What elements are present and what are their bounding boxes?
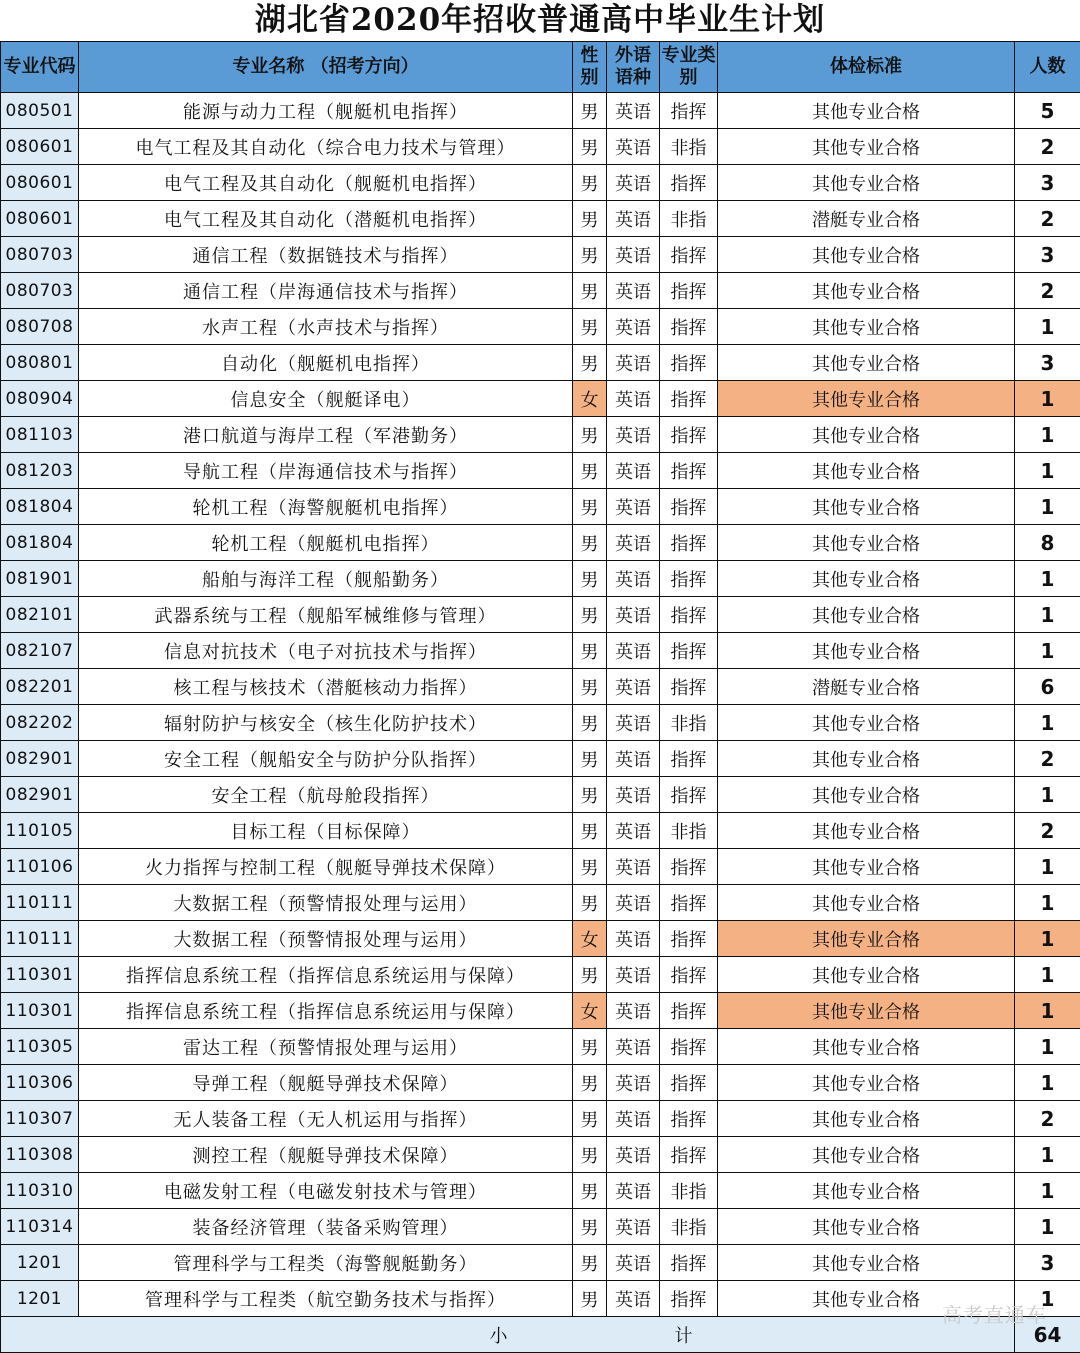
cell-count: 1 [1015,489,1080,525]
cell-standard: 其他专业合格 [718,1065,1015,1101]
cell-gender: 男 [573,1281,607,1317]
cell-code: 110314 [1,1209,79,1245]
cell-language: 英语 [607,93,660,129]
table-row [1,561,1080,597]
cell-code: 080801 [1,345,79,381]
cell-standard: 其他专业合格 [718,525,1015,561]
cell-count: 1 [1015,777,1080,813]
table-row [1,885,1080,921]
cell-name: 安全工程（航母舱段指挥） [79,777,573,813]
cell-gender: 女 [573,993,607,1029]
cell-count: 1 [1015,309,1080,345]
cell-category: 指挥 [660,273,718,309]
cell-name: 测控工程（舰艇导弹技术保障） [79,1137,573,1173]
cell-name: 电气工程及其自动化（舰艇机电指挥） [79,165,573,201]
cell-standard: 其他专业合格 [718,849,1015,885]
cell-category: 非指 [660,813,718,849]
cell-standard: 其他专业合格 [718,957,1015,993]
cell-gender: 男 [573,93,607,129]
cell-code: 110310 [1,1173,79,1209]
cell-standard: 其他专业合格 [718,381,1015,417]
cell-count: 1 [1015,1173,1080,1209]
cell-count: 2 [1015,1101,1080,1137]
cell-standard: 其他专业合格 [718,453,1015,489]
enrollment-plan-table [0,41,1080,1353]
cell-name: 能源与动力工程（舰艇机电指挥） [79,93,573,129]
watermark: 高考直通车 [942,1299,1047,1328]
table-row [1,705,1080,741]
cell-category: 指挥 [660,93,718,129]
cell-standard: 其他专业合格 [718,777,1015,813]
cell-name: 自动化（舰艇机电指挥） [79,345,573,381]
cell-category: 非指 [660,201,718,237]
cell-gender: 男 [573,957,607,993]
cell-language: 英语 [607,381,660,417]
cell-category: 指挥 [660,921,718,957]
cell-name: 辐射防护与核安全（核生化防护技术） [79,705,573,741]
header-code: 专业代码 [1,42,79,93]
cell-standard: 其他专业合格 [718,489,1015,525]
cell-name: 雷达工程（预警情报处理与运用） [79,1029,573,1065]
cell-standard: 其他专业合格 [718,1101,1015,1137]
cell-language: 英语 [607,705,660,741]
cell-code: 110111 [1,921,79,957]
cell-standard: 其他专业合格 [718,741,1015,777]
cell-gender: 男 [573,1029,607,1065]
header-name: 专业名称 （招考方向） [79,42,573,93]
table-row [1,1173,1080,1209]
cell-standard: 其他专业合格 [718,993,1015,1029]
cell-code: 082201 [1,669,79,705]
cell-language: 英语 [607,1245,660,1281]
cell-count: 3 [1015,237,1080,273]
cell-language: 英语 [607,237,660,273]
table-row [1,1245,1080,1281]
table-row [1,273,1080,309]
cell-language: 英语 [607,1101,660,1137]
cell-category: 非指 [660,1209,718,1245]
cell-gender: 男 [573,345,607,381]
cell-standard: 其他专业合格 [718,129,1015,165]
cell-category: 非指 [660,705,718,741]
cell-count: 3 [1015,165,1080,201]
header-category: 专业类别 [660,42,718,93]
table-row [1,1101,1080,1137]
cell-standard: 其他专业合格 [718,237,1015,273]
table-row [1,93,1080,129]
cell-count: 3 [1015,1245,1080,1281]
table-row [1,741,1080,777]
page-title: 湖北省2020年招收普通高中毕业生计划 [0,0,1080,41]
table-row [1,957,1080,993]
cell-category: 指挥 [660,669,718,705]
cell-gender: 男 [573,561,607,597]
cell-name: 大数据工程（预警情报处理与运用） [79,921,573,957]
cell-name: 电磁发射工程（电磁发射技术与管理） [79,1173,573,1209]
cell-count: 1 [1015,381,1080,417]
cell-standard: 其他专业合格 [718,1173,1015,1209]
cell-category: 指挥 [660,1101,718,1137]
cell-gender: 男 [573,1065,607,1101]
cell-standard: 其他专业合格 [718,1245,1015,1281]
cell-gender: 男 [573,237,607,273]
cell-category: 指挥 [660,1281,718,1317]
cell-gender: 男 [573,1209,607,1245]
cell-code: 110308 [1,1137,79,1173]
cell-language: 英语 [607,957,660,993]
cell-language: 英语 [607,129,660,165]
cell-category: 指挥 [660,1029,718,1065]
table-row [1,1029,1080,1065]
cell-gender: 男 [573,417,607,453]
cell-language: 英语 [607,453,660,489]
cell-language: 英语 [607,1281,660,1317]
table-row [1,597,1080,633]
cell-category: 指挥 [660,381,718,417]
cell-standard: 其他专业合格 [718,273,1015,309]
table-row [1,921,1080,957]
cell-count: 1 [1015,1137,1080,1173]
cell-standard: 其他专业合格 [718,1209,1015,1245]
cell-category: 指挥 [660,309,718,345]
cell-code: 081804 [1,489,79,525]
cell-category: 指挥 [660,993,718,1029]
table-row [1,993,1080,1029]
cell-gender: 男 [573,453,607,489]
cell-count: 6 [1015,669,1080,705]
cell-name: 无人装备工程（无人机运用与指挥） [79,1101,573,1137]
cell-gender: 女 [573,921,607,957]
cell-count: 1 [1015,885,1080,921]
cell-name: 轮机工程（海警舰艇机电指挥） [79,489,573,525]
cell-code: 080601 [1,165,79,201]
table-row [1,201,1080,237]
cell-count: 2 [1015,201,1080,237]
cell-category: 指挥 [660,1245,718,1281]
cell-language: 英语 [607,633,660,669]
cell-category: 指挥 [660,849,718,885]
cell-category: 指挥 [660,417,718,453]
cell-standard: 其他专业合格 [718,885,1015,921]
cell-standard: 其他专业合格 [718,165,1015,201]
cell-name: 指挥信息系统工程（指挥信息系统运用与保障） [79,957,573,993]
cell-category: 指挥 [660,777,718,813]
cell-language: 英语 [607,345,660,381]
cell-category: 指挥 [660,1065,718,1101]
cell-code: 110306 [1,1065,79,1101]
header-language: 外语语种 [607,42,660,93]
cell-gender: 男 [573,201,607,237]
cell-gender: 男 [573,1173,607,1209]
cell-count: 2 [1015,273,1080,309]
cell-category: 指挥 [660,633,718,669]
subtotal-row [1,1317,1080,1353]
subtotal-label [1,1317,1015,1353]
cell-count: 2 [1015,813,1080,849]
table-row [1,1281,1080,1317]
cell-language: 英语 [607,1209,660,1245]
table-row [1,489,1080,525]
cell-code: 082107 [1,633,79,669]
table-row [1,417,1080,453]
cell-code: 080501 [1,93,79,129]
cell-language: 英语 [607,1137,660,1173]
cell-gender: 男 [573,777,607,813]
cell-gender: 男 [573,813,607,849]
cell-standard: 其他专业合格 [718,1281,1015,1317]
cell-code: 081901 [1,561,79,597]
cell-standard: 潜艇专业合格 [718,669,1015,705]
cell-code: 110301 [1,957,79,993]
cell-language: 英语 [607,885,660,921]
cell-category: 指挥 [660,957,718,993]
cell-category: 非指 [660,129,718,165]
cell-gender: 女 [573,381,607,417]
cell-gender: 男 [573,705,607,741]
cell-gender: 男 [573,633,607,669]
cell-language: 英语 [607,273,660,309]
table-row [1,849,1080,885]
cell-gender: 男 [573,525,607,561]
cell-gender: 男 [573,165,607,201]
cell-category: 指挥 [660,525,718,561]
table-row [1,129,1080,165]
cell-category: 指挥 [660,885,718,921]
table-header-row [1,42,1080,93]
cell-language: 英语 [607,921,660,957]
table-row [1,1065,1080,1101]
subtotal-label-a: 小 [323,1322,675,1348]
header-gender: 性别 [573,42,607,93]
cell-standard: 其他专业合格 [718,1029,1015,1065]
cell-name: 通信工程（岸海通信技术与指挥） [79,273,573,309]
cell-standard: 其他专业合格 [718,813,1015,849]
table-row [1,453,1080,489]
cell-name: 通信工程（数据链技术与指挥） [79,237,573,273]
cell-count: 1 [1015,705,1080,741]
cell-standard: 其他专业合格 [718,1137,1015,1173]
cell-name: 轮机工程（舰艇机电指挥） [79,525,573,561]
cell-name: 指挥信息系统工程（指挥信息系统运用与保障） [79,993,573,1029]
cell-category: 指挥 [660,489,718,525]
cell-gender: 男 [573,273,607,309]
cell-code: 1201 [1,1281,79,1317]
cell-code: 110307 [1,1101,79,1137]
cell-category: 非指 [660,1173,718,1209]
cell-gender: 男 [573,309,607,345]
cell-gender: 男 [573,489,607,525]
cell-name: 管理科学与工程类（海警舰艇勤务） [79,1245,573,1281]
cell-name: 管理科学与工程类（航空勤务技术与指挥） [79,1281,573,1317]
cell-standard: 其他专业合格 [718,921,1015,957]
table-row [1,345,1080,381]
cell-code: 1201 [1,1245,79,1281]
subtotal-total: 64 [1015,1317,1080,1353]
cell-name: 导航工程（岸海通信技术与指挥） [79,453,573,489]
cell-count: 1 [1015,957,1080,993]
cell-language: 英语 [607,849,660,885]
cell-code: 080601 [1,201,79,237]
cell-name: 火力指挥与控制工程（舰艇导弹技术保障） [79,849,573,885]
cell-gender: 男 [573,849,607,885]
cell-category: 指挥 [660,453,718,489]
cell-count: 1 [1015,1209,1080,1245]
cell-count: 8 [1015,525,1080,561]
cell-name: 武器系统与工程（舰船军械维修与管理） [79,597,573,633]
cell-language: 英语 [607,1173,660,1209]
cell-count: 1 [1015,561,1080,597]
cell-language: 英语 [607,741,660,777]
cell-name: 电气工程及其自动化（综合电力技术与管理） [79,129,573,165]
cell-standard: 其他专业合格 [718,93,1015,129]
cell-count: 1 [1015,1065,1080,1101]
cell-code: 081203 [1,453,79,489]
cell-language: 英语 [607,1065,660,1101]
cell-category: 指挥 [660,237,718,273]
cell-name: 核工程与核技术（潜艇核动力指挥） [79,669,573,705]
cell-count: 3 [1015,345,1080,381]
cell-code: 082901 [1,777,79,813]
cell-language: 英语 [607,561,660,597]
table-row [1,777,1080,813]
cell-name: 装备经济管理（装备采购管理） [79,1209,573,1245]
cell-name: 港口航道与海岸工程（军港勤务） [79,417,573,453]
cell-code: 110305 [1,1029,79,1065]
cell-count: 1 [1015,453,1080,489]
cell-gender: 男 [573,1101,607,1137]
cell-language: 英语 [607,1029,660,1065]
cell-count: 1 [1015,1029,1080,1065]
cell-category: 指挥 [660,1137,718,1173]
cell-code: 080703 [1,273,79,309]
cell-name: 信息对抗技术（电子对抗技术与指挥） [79,633,573,669]
cell-language: 英语 [607,489,660,525]
table-row [1,1137,1080,1173]
cell-count: 1 [1015,597,1080,633]
cell-count: 2 [1015,741,1080,777]
cell-standard: 其他专业合格 [718,309,1015,345]
cell-language: 英语 [607,201,660,237]
cell-gender: 男 [573,885,607,921]
cell-count: 1 [1015,633,1080,669]
table-row [1,813,1080,849]
cell-code: 081804 [1,525,79,561]
cell-code: 110301 [1,993,79,1029]
table-row [1,237,1080,273]
cell-category: 指挥 [660,561,718,597]
subtotal-label-b: 计 [675,1322,693,1348]
cell-standard: 其他专业合格 [718,705,1015,741]
cell-code: 082101 [1,597,79,633]
cell-language: 英语 [607,777,660,813]
cell-gender: 男 [573,669,607,705]
header-standard: 体检标准 [718,42,1015,93]
cell-standard: 其他专业合格 [718,345,1015,381]
table-row [1,381,1080,417]
cell-name: 导弹工程（舰艇导弹技术保障） [79,1065,573,1101]
cell-name: 水声工程（水声技术与指挥） [79,309,573,345]
cell-count: 1 [1015,849,1080,885]
cell-name: 安全工程（舰船安全与防护分队指挥） [79,741,573,777]
table-row [1,669,1080,705]
cell-name: 大数据工程（预警情报处理与运用） [79,885,573,921]
cell-standard: 潜艇专业合格 [718,201,1015,237]
cell-language: 英语 [607,669,660,705]
cell-code: 082901 [1,741,79,777]
cell-count: 1 [1015,1281,1080,1317]
cell-standard: 其他专业合格 [718,417,1015,453]
cell-count: 5 [1015,93,1080,129]
cell-gender: 男 [573,597,607,633]
cell-code: 080904 [1,381,79,417]
cell-count: 2 [1015,129,1080,165]
cell-gender: 男 [573,741,607,777]
cell-code: 080601 [1,129,79,165]
cell-language: 英语 [607,525,660,561]
table-row [1,525,1080,561]
cell-code: 110105 [1,813,79,849]
cell-code: 110111 [1,885,79,921]
cell-category: 指挥 [660,165,718,201]
cell-language: 英语 [607,165,660,201]
cell-standard: 其他专业合格 [718,633,1015,669]
cell-gender: 男 [573,1137,607,1173]
cell-name: 目标工程（目标保障） [79,813,573,849]
table-row [1,309,1080,345]
cell-code: 110106 [1,849,79,885]
cell-code: 080703 [1,237,79,273]
cell-count: 1 [1015,921,1080,957]
cell-name: 电气工程及其自动化（潜艇机电指挥） [79,201,573,237]
header-count: 人数 [1015,42,1080,93]
cell-gender: 男 [573,1245,607,1281]
table-row [1,1209,1080,1245]
cell-gender: 男 [573,129,607,165]
cell-language: 英语 [607,597,660,633]
cell-code: 082202 [1,705,79,741]
cell-name: 船舶与海洋工程（舰船勤务） [79,561,573,597]
cell-language: 英语 [607,417,660,453]
cell-count: 1 [1015,417,1080,453]
table-row [1,633,1080,669]
cell-category: 指挥 [660,597,718,633]
cell-category: 指挥 [660,345,718,381]
cell-language: 英语 [607,813,660,849]
cell-count: 1 [1015,993,1080,1029]
cell-language: 英语 [607,309,660,345]
cell-name: 信息安全（舰艇译电） [79,381,573,417]
cell-language: 英语 [607,993,660,1029]
cell-category: 指挥 [660,741,718,777]
table-row [1,165,1080,201]
cell-standard: 其他专业合格 [718,597,1015,633]
cell-code: 081103 [1,417,79,453]
cell-code: 080708 [1,309,79,345]
cell-standard: 其他专业合格 [718,561,1015,597]
